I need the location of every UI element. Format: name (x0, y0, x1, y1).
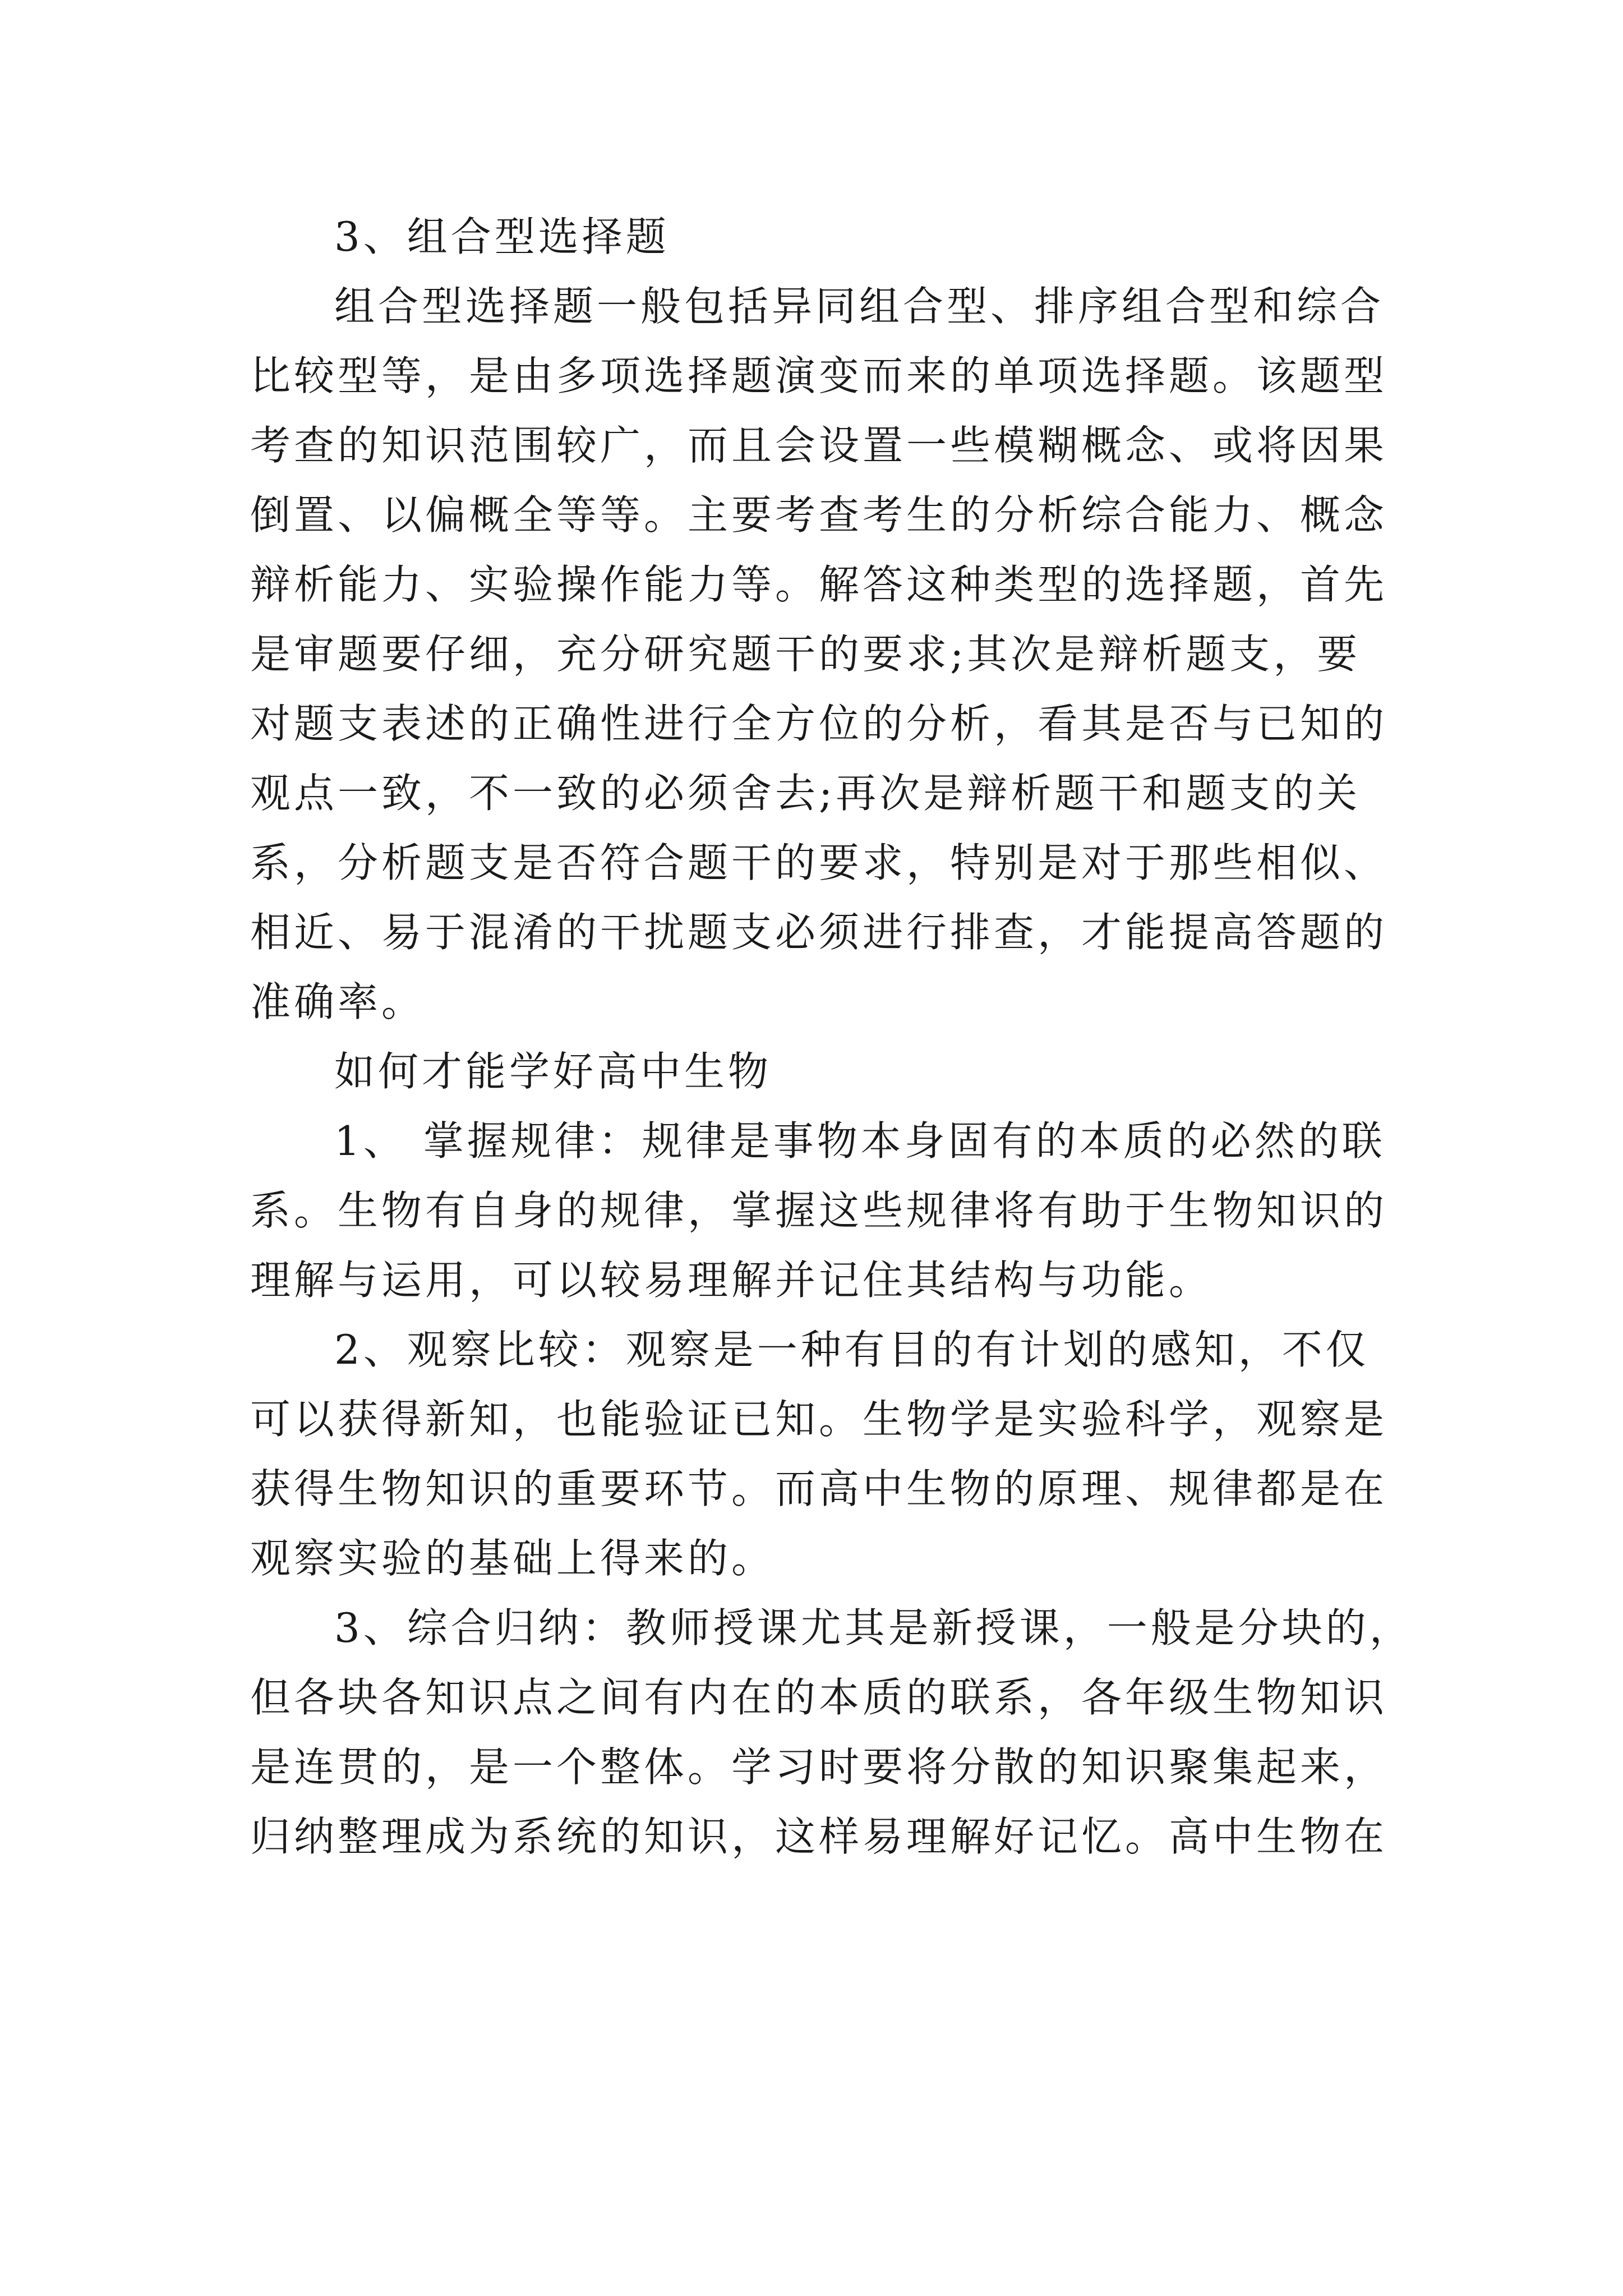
text-line: 倒置、以偏概全等等。主要考查考生的分析综合能力、概念 (250, 491, 1388, 539)
text-line: 是审题要仔细，充分研究题干的要求;其次是辩析题支，要 (250, 631, 1361, 678)
text-line: 对题支表述的正确性进行全方位的分析，看其是否与已知的 (250, 700, 1388, 747)
text-line: 如何才能学好高中生物 (334, 1048, 772, 1095)
text-line: 系。生物有自身的规律，掌握这些规律将有助于生物知识的 (250, 1187, 1388, 1234)
text-line: 归纳整理成为系统的知识，这样易理解好记忆。高中生物在 (250, 1813, 1388, 1860)
text-line: 系，分析题支是否符合题干的要求，特别是对于那些相似、 (250, 839, 1388, 886)
text-line: 1、 掌握规律：规律是事物本身固有的本质的必然的联 (334, 1117, 1386, 1165)
text-line: 3、组合型选择题 (334, 213, 670, 260)
document-body (250, 202, 1413, 1871)
text-line: 考查的知识范围较广，而且会设置一些模糊概念、或将因果 (250, 422, 1388, 469)
text-line: 相近、易于混淆的干扰题支必须进行排查，才能提高答题的 (250, 909, 1388, 956)
text-line: 是连贯的，是一个整体。学习时要将分散的知识聚集起来， (250, 1743, 1388, 1791)
text-line: 2、观察比较：观察是一种有目的有计划的感知，不仅 (334, 1326, 1370, 1373)
text-line: 3、综合归纳：教师授课尤其是新授课，一般是分块的， (334, 1604, 1413, 1651)
text-line: 理解与运用，可以较易理解并记住其结构与功能。 (250, 1257, 1213, 1304)
text-line: 获得生物知识的重要环节。而高中生物的原理、规律都是在 (250, 1465, 1388, 1512)
text-line: 比较型等，是由多项选择题演变而来的单项选择题。该题型 (250, 352, 1388, 399)
text-line: 组合型选择题一般包括异同组合型、排序组合型和综合 (334, 283, 1385, 330)
text-line: 准确率。 (250, 978, 426, 1025)
text-line: 观点一致，不一致的必须舍去;再次是辩析题干和题支的关 (250, 770, 1361, 817)
text-line: 但各块各知识点之间有内在的本质的联系，各年级生物知识 (250, 1674, 1388, 1721)
text-line: 可以获得新知，也能验证已知。生物学是实验科学，观察是 (250, 1396, 1388, 1443)
text-line: 辩析能力、实验操作能力等。解答这种类型的选择题，首先 (250, 561, 1388, 608)
text-line: 观察实验的基础上得来的。 (250, 1535, 776, 1582)
